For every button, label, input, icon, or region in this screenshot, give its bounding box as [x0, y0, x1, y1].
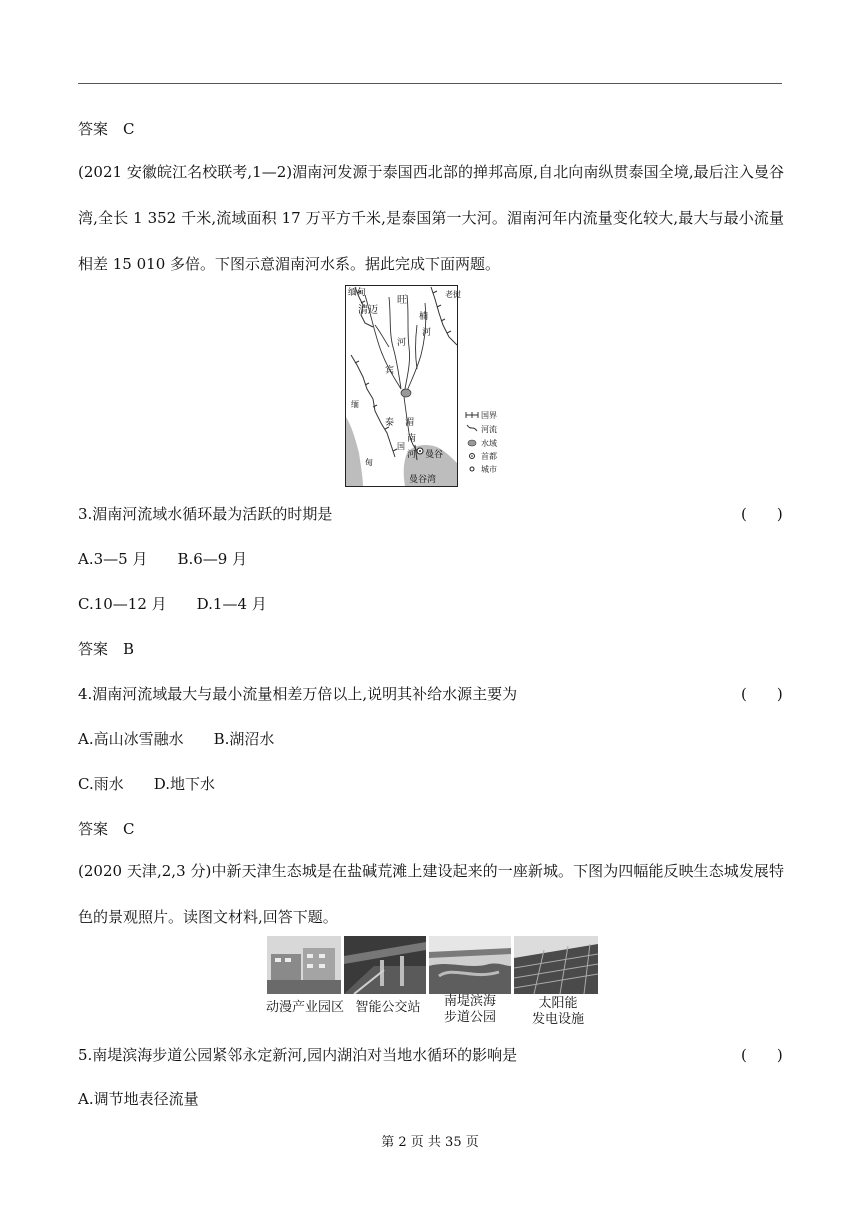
legend-city: 城市: [481, 465, 497, 474]
caption-solar-facility: 太阳能 发电设施: [531, 996, 584, 1027]
map-label-laos: 老挝: [445, 290, 461, 299]
photo-solar-facility: [514, 936, 598, 994]
caption-seaside-park: 南堤滨海 步道公园: [443, 994, 496, 1025]
caption-anime-park: 动漫产业园区: [265, 1000, 344, 1015]
q3-stem: 3.湄南河流域水循环最为活跃的时期是: [78, 505, 333, 523]
q5-answer-blank: ( ): [741, 1046, 783, 1064]
photo-anime-park: [267, 936, 341, 994]
map-label-guo: 国: [397, 442, 405, 451]
reservoir: [401, 389, 411, 397]
q5-option-a: A.调节地表径流量: [78, 1090, 199, 1108]
q4-answer: 答案 C: [78, 820, 135, 838]
menam-river-map: [345, 285, 514, 487]
intro-paragraph-1: (2021 安徽皖江名校联考,1—2)湄南河发源于泰国西北部的掸邦高原,自北向南纵贯泰国全境,最后注入曼谷湾,全长 1 352 千米,流域面积 17 万平方千米,是泰国第一大河。湄南河年内流量变化较大,最大与最小流量相差 15 010 多倍。下图示意湄南河水系。据此完成下面两题。: [78, 163, 784, 273]
legend-water: 水域: [481, 439, 497, 448]
page-number: 第 2 页 共 35 页: [381, 1135, 479, 1150]
map-label-wang: 旺: [397, 295, 407, 306]
legend-river: 河流: [481, 425, 497, 434]
q3-answer-blank: ( ): [741, 505, 783, 523]
map-label-he2: 河: [422, 328, 432, 338]
map-legend: [466, 411, 497, 474]
map-label-he1: 河: [397, 338, 407, 348]
map-label-he3: 河: [407, 450, 417, 460]
q4-answer-blank: ( ): [741, 685, 783, 703]
header-rule: [78, 83, 782, 84]
q4-stem: 4.湄南河流域最大与最小流量相差万倍以上,说明其补给水源主要为: [78, 685, 518, 703]
map-label-bangkok: 曼谷: [425, 450, 444, 460]
q5-stem: 5.南堤滨海步道公园紧邻永定新河,园内湖泊对当地水循环的影响是: [78, 1046, 518, 1064]
map-label-nan: 楠: [419, 312, 429, 322]
map-label-chiangmai: 清迈: [358, 305, 378, 316]
photo-smart-bus-stop: [344, 936, 426, 994]
map-label-gulf: 曼谷湾: [409, 475, 437, 485]
legend-capital: 首都: [481, 452, 497, 461]
map-label-myanmar-top: 缅甸: [348, 288, 367, 298]
q4-options-ab: A.高山冰雪融水 B.湖沼水: [78, 730, 275, 748]
q3-options-ab: A.3—5 月 B.6—9 月: [78, 550, 248, 568]
map-label-thai: 泰: [385, 418, 395, 428]
answer-label: 答案 C: [78, 120, 135, 138]
q3-options-cd: C.10—12 月 D.1—4 月: [78, 595, 267, 613]
map-label-dian: 甸: [365, 458, 373, 467]
map-label-mei: 湄: [405, 418, 415, 428]
map-label-bin: 宾: [385, 366, 395, 376]
eco-city-photos: [262, 936, 602, 1032]
legend-border: 国界: [481, 411, 497, 420]
q3-answer: 答案 B: [78, 640, 135, 658]
map-label-nan2: 南: [407, 434, 417, 444]
caption-smart-bus-stop: 智能公交站: [355, 1000, 421, 1015]
q4-options-cd: C.雨水 D.地下水: [78, 775, 215, 793]
photo-seaside-park: [429, 936, 511, 994]
intro-paragraph-2: (2020 天津,2,3 分)中新天津生态城是在盐碱荒滩上建设起来的一座新城。下图为四幅能反映生态城发展特色的景观照片。读图文材料,回答下题。: [78, 862, 784, 926]
map-label-myanmar-left: 缅: [351, 400, 359, 409]
